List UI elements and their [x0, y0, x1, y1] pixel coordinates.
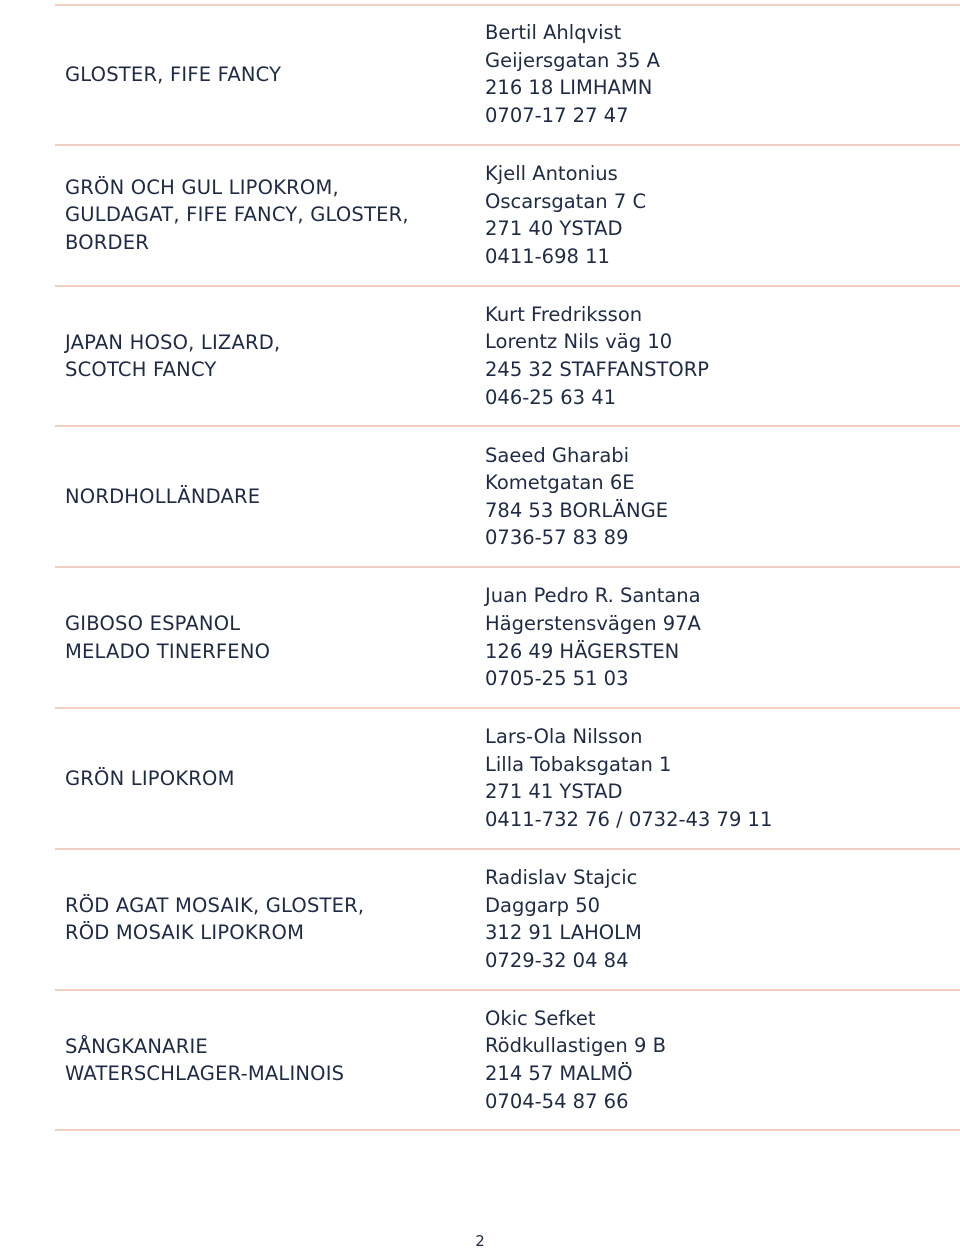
breed-name: JAPAN HOSO, LIZARD,	[65, 330, 281, 354]
breeder-contact-table	[55, 5, 960, 1131]
breed-name: SCOTCH FANCY	[65, 357, 217, 381]
contact-cell	[475, 287, 960, 426]
contact-postal: 216 18 LIMHAMN	[485, 76, 653, 100]
breed-cell	[55, 427, 475, 566]
contact-phone: 0411-732 76 / 0732-43 79 11	[485, 807, 773, 831]
contact-name: Kjell Antonius	[485, 162, 618, 185]
contact-cell	[475, 146, 960, 285]
contact-name: Juan Pedro R. Santana	[485, 584, 701, 608]
table-row	[55, 427, 960, 568]
contact-phone: 0705-25 51 03	[485, 667, 629, 691]
contact-postal: 271 40 YSTAD	[485, 217, 623, 241]
breed-name: GLOSTER, FIFE FANCY	[65, 62, 282, 86]
breed-cell	[55, 709, 475, 848]
breed-cell	[55, 850, 475, 989]
contact-postal: 126 49 HÄGERSTEN	[485, 639, 680, 663]
contact-cell	[475, 427, 960, 566]
table-row	[55, 568, 960, 709]
breed-cell	[55, 568, 475, 707]
table-row	[55, 991, 960, 1132]
contact-name: Kurt Fredriksson	[485, 302, 643, 326]
contact-postal: 312 91 LAHOLM	[485, 921, 642, 945]
contact-street: Oscarsgatan 7 C	[485, 189, 647, 213]
contact-name: Okic Sefket	[485, 1006, 596, 1030]
breed-cell	[55, 991, 475, 1130]
contact-phone: 0704-54 87 66	[485, 1089, 629, 1113]
contact-phone: 0707-17 27 47	[485, 103, 629, 127]
breed-name: GRÖN LIPOKROM	[65, 766, 235, 790]
contact-street: Lorentz Nils väg 10	[485, 330, 673, 354]
contact-phone: 0411-698 11	[485, 244, 610, 268]
breed-name: GRÖN OCH GUL LIPOKROM,	[65, 176, 339, 200]
contact-street: Kometgatan 6E	[485, 471, 635, 495]
page-number: 2	[475, 1232, 485, 1250]
contact-postal: 271 41 YSTAD	[485, 780, 623, 804]
contact-cell	[475, 991, 960, 1130]
contact-cell	[475, 5, 960, 144]
breed-name: SÅNGKANARIE	[65, 1034, 208, 1058]
table-row	[55, 850, 960, 991]
contact-postal: 214 57 MALMÖ	[485, 1061, 633, 1085]
contact-phone: 0736-57 83 89	[485, 526, 629, 550]
contact-cell	[475, 850, 960, 989]
breed-cell	[55, 287, 475, 426]
contact-postal: 245 32 STAFFANSTORP	[485, 357, 710, 381]
contact-cell	[475, 709, 960, 848]
contact-street: Geijersgatan 35 A	[485, 48, 660, 72]
breed-name: RÖD MOSAIK LIPOKROM	[65, 921, 305, 945]
breed-name: BORDER	[65, 230, 150, 254]
table-row	[55, 5, 960, 146]
contact-street: Daggarp 50	[485, 893, 601, 917]
table-row	[55, 709, 960, 850]
contact-cell	[475, 568, 960, 707]
breed-cell	[55, 5, 475, 144]
contact-postal: 784 53 BORLÄNGE	[485, 498, 669, 522]
contact-phone: 046-25 63 41	[485, 385, 617, 409]
breed-name: WATERSCHLAGER-MALINOIS	[65, 1061, 345, 1085]
breed-cell	[55, 146, 475, 285]
breed-name: GIBOSO ESPANOL	[65, 612, 241, 636]
breed-name: NORDHOLLÄNDARE	[65, 485, 261, 509]
breed-name: RÖD AGAT MOSAIK, GLOSTER,	[65, 893, 365, 917]
table-row	[55, 146, 960, 287]
contact-name: Bertil Ahlqvist	[485, 21, 622, 45]
contact-phone: 0729-32 04 84	[485, 948, 629, 972]
breed-name: GULDAGAT, FIFE FANCY, GLOSTER,	[65, 203, 409, 227]
contact-name: Saeed Gharabi	[485, 443, 630, 467]
contact-street: Hägerstensvägen 97A	[485, 611, 701, 635]
contact-name: Lars-Ola Nilsson	[485, 725, 643, 749]
table-row	[55, 287, 960, 428]
contact-street: Rödkullastigen 9 B	[485, 1034, 666, 1058]
contact-name: Radislav Stajcic	[485, 865, 638, 889]
contact-street: Lilla Tobaksgatan 1	[485, 752, 672, 776]
breed-name: MELADO TINERFENO	[65, 639, 271, 663]
